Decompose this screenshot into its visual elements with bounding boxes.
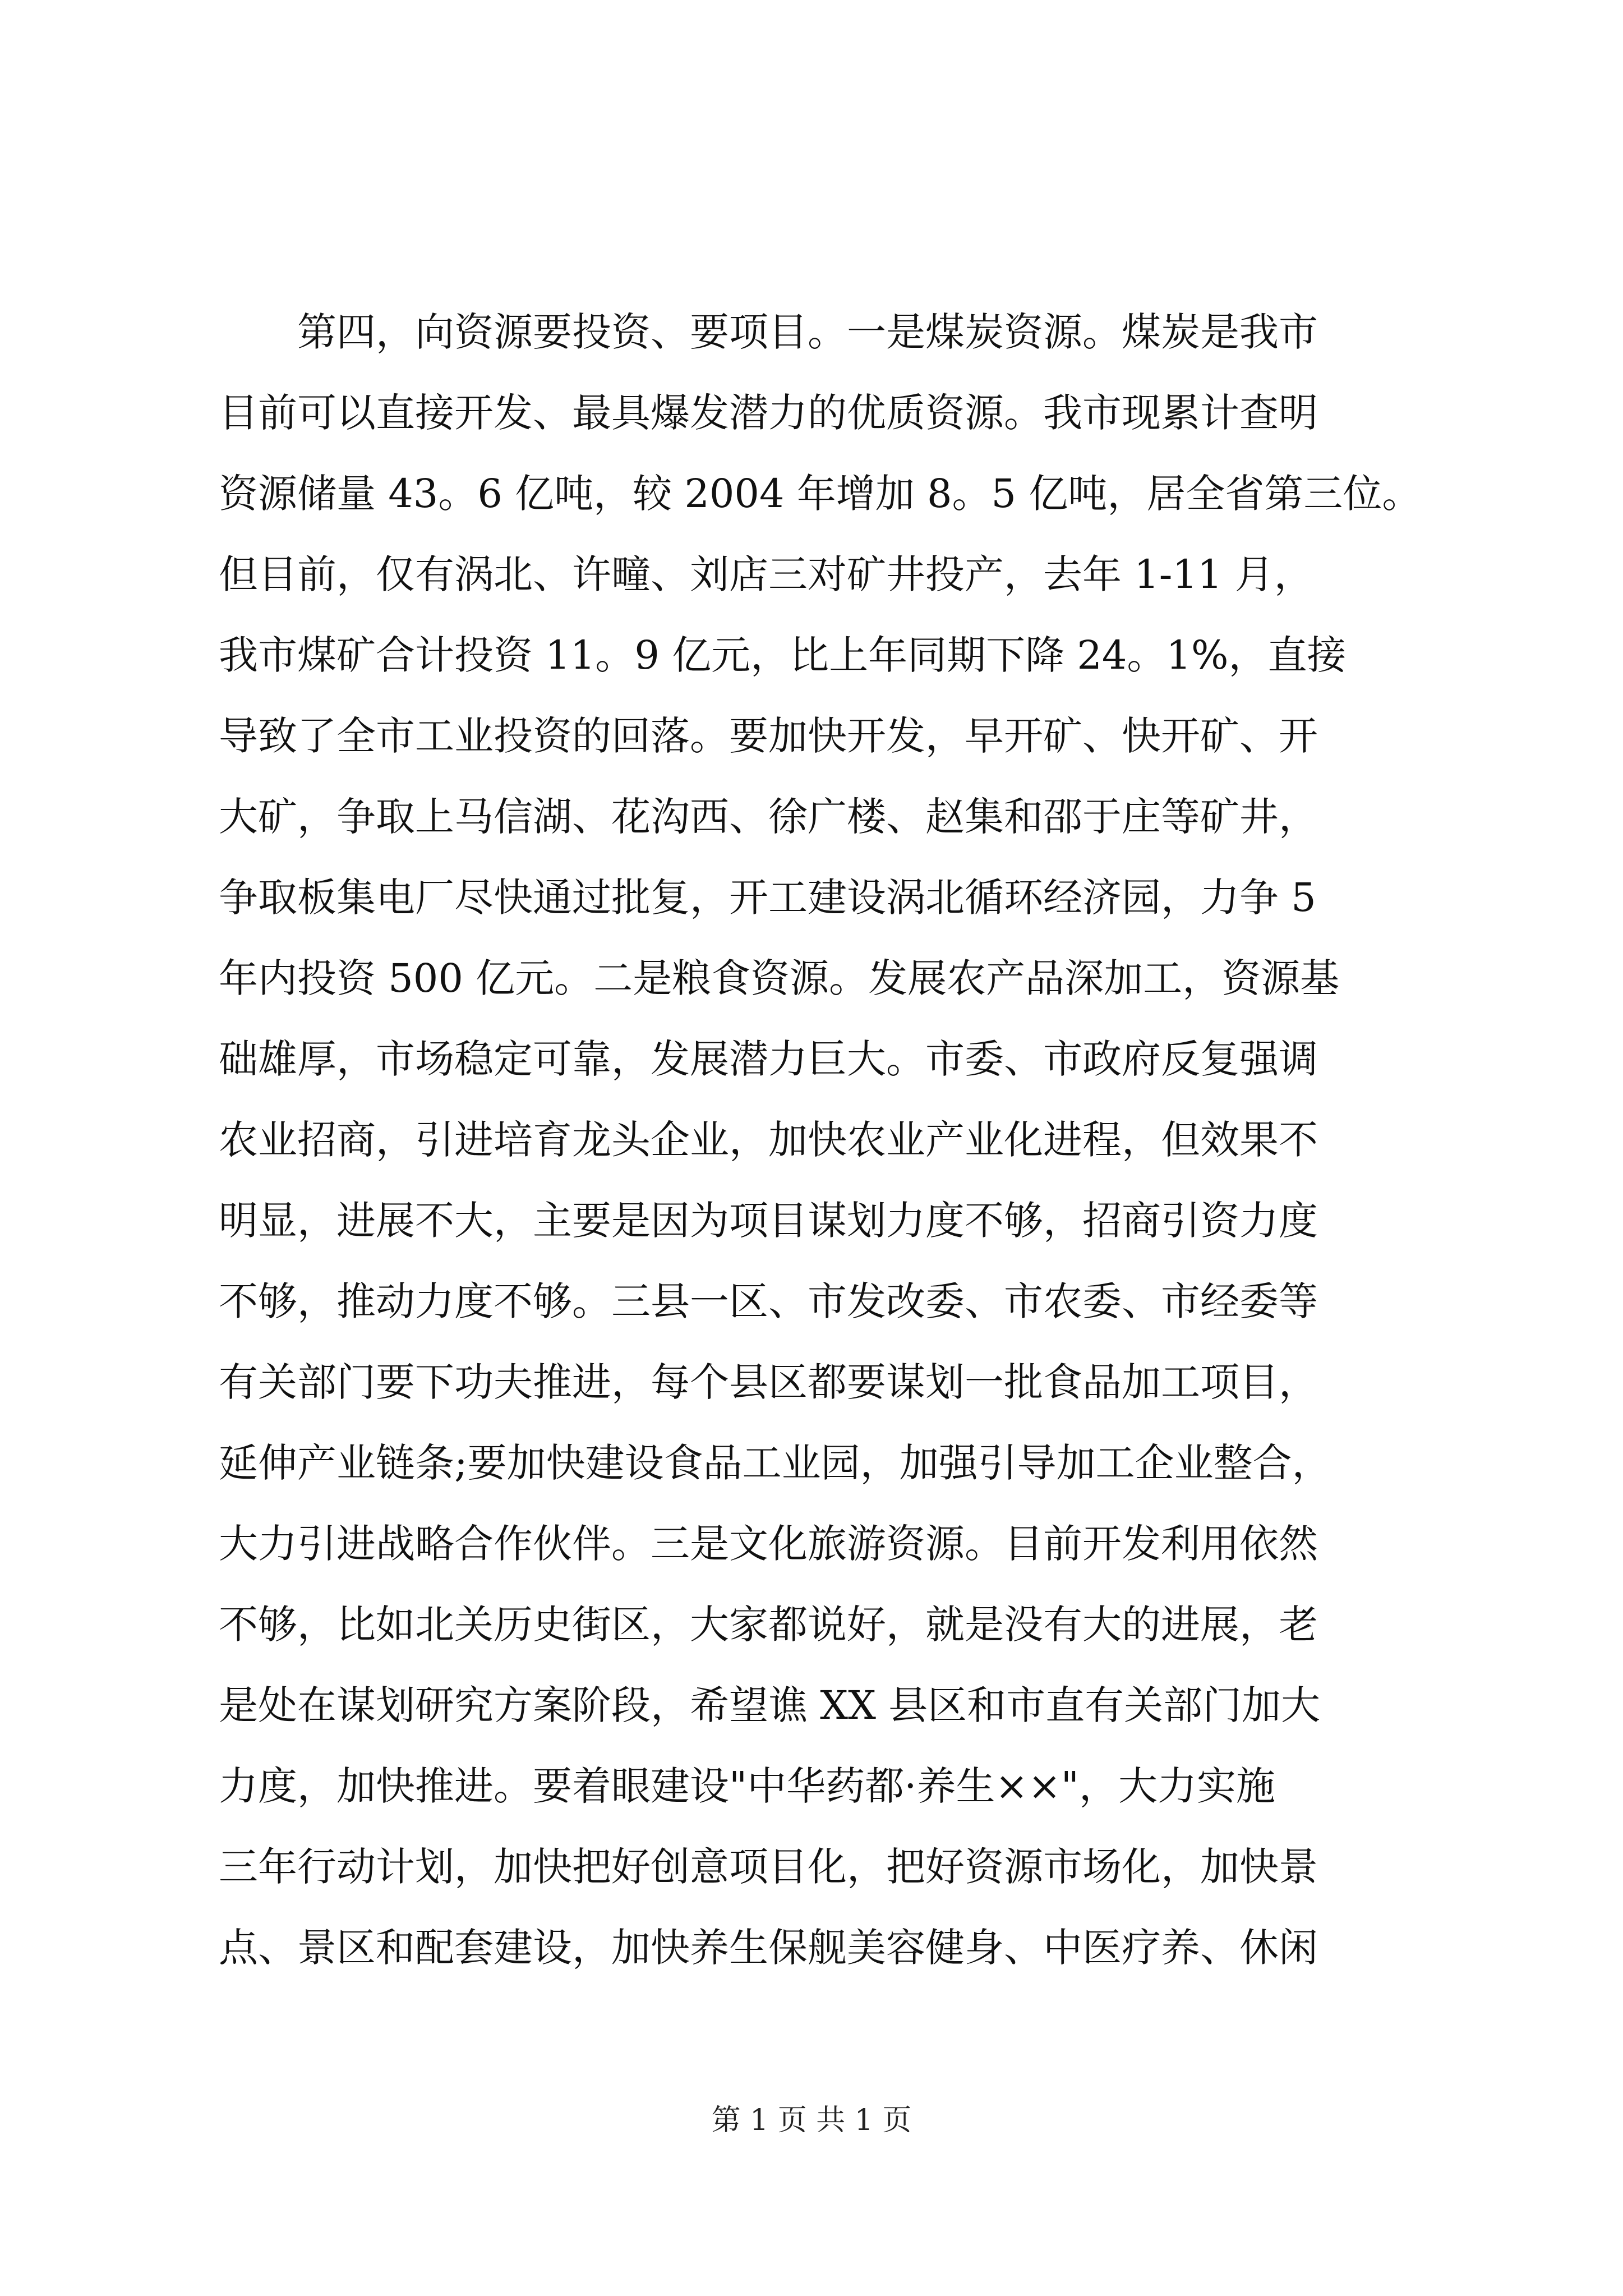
text-line: 有关部门要下功夫推进，每个县区都要谋划一批食品加工项目，	[219, 1359, 1318, 1405]
text-line: 争取板集电厂尽快通过批复，开工建设涡北循环经济园，力争 5	[219, 875, 1316, 921]
page-number-footer: 第 1 页 共 1 页	[711, 2104, 912, 2137]
text-line: 大矿，争取上马信湖、花沟西、徐广楼、赵集和邵于庄等矿井，	[219, 794, 1318, 840]
text-line: 大力引进战略合作伙伴。三是文化旅游资源。目前开发利用依然	[219, 1521, 1318, 1567]
text-line: 不够，比如北关历史街区，大家都说好，就是没有大的进展，老	[219, 1602, 1318, 1648]
text-line: 础雄厚，市场稳定可靠，发展潜力巨大。市委、市政府反复强调	[219, 1036, 1318, 1082]
text-line: 农业招商，引进培育龙头企业，加快农业产业化进程，但效果不	[219, 1117, 1318, 1163]
text-line: 延伸产业链条;要加快建设食品工业园，加强引导加工企业整合，	[219, 1440, 1331, 1486]
text-line: 我市煤矿合计投资 11。9 亿元，比上年同期下降 24。1%，直接	[219, 632, 1347, 678]
text-line: 第四，向资源要投资、要项目。一是煤炭资源。煤炭是我市	[297, 309, 1318, 355]
text-line: 点、景区和配套建设，加快养生保舰美容健身、中医疗养、休闲	[219, 1925, 1318, 1971]
body-paragraph	[219, 292, 1422, 1988]
text-line: 年内投资 500 亿元。二是粮食资源。发展农产品深加工，资源基	[219, 955, 1340, 1001]
text-line: 目前可以直接开发、最具爆发潜力的优质资源。我市现累计查明	[219, 390, 1318, 436]
text-line: 力度，加快推进。要着眼建设"中华药都·养生××"，大力实施	[219, 1763, 1275, 1809]
text-line: 三年行动计划，加快把好创意项目化，把好资源市场化，加快景	[219, 1844, 1318, 1890]
text-line: 资源储量 43。6 亿吨，较 2004 年增加 8。5 亿吨，居全省第三位。	[219, 471, 1422, 517]
text-line: 明显，进展不大，主要是因为项目谋划力度不够，招商引资力度	[219, 1198, 1318, 1244]
text-line: 是处在谋划研究方案阶段，希望谯 XX 县区和市直有关部门加大	[219, 1682, 1321, 1728]
text-line: 不够，推动力度不够。三县一区、市发改委、市农委、市经委等	[219, 1278, 1318, 1324]
text-line: 导致了全市工业投资的回落。要加快开发，早开矿、快开矿、开	[219, 713, 1318, 759]
text-line: 但目前，仅有涡北、许疃、刘店三对矿井投产，去年 1-11 月，	[219, 551, 1313, 597]
